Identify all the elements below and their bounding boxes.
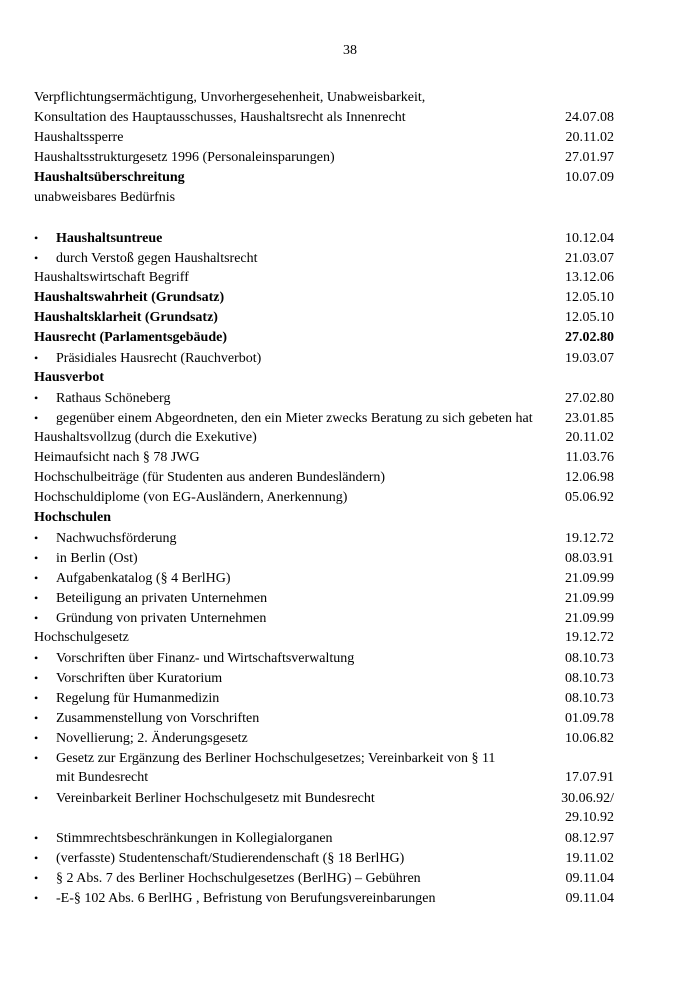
entry-text: Nachwuchsförderung — [56, 531, 177, 546]
bullet-icon — [34, 248, 56, 269]
bullet-icon — [34, 408, 56, 429]
bullet-icon — [34, 848, 56, 869]
bullet-icon — [34, 648, 56, 669]
entry-date: 12.05.10 — [565, 310, 614, 325]
entry-text: durch Verstoß gegen Haushaltsrecht — [56, 251, 258, 266]
index-entry — [34, 128, 614, 148]
entry-text: Präsidiales Hausrecht (Rauchverbot) — [56, 351, 262, 366]
entry-text: in Berlin (Ost) — [56, 551, 138, 566]
index-entry — [34, 828, 614, 848]
entry-date: 21.09.99 — [565, 571, 614, 586]
bullet-icon — [34, 888, 56, 909]
entry-date: 19.03.07 — [565, 351, 614, 366]
entry-date: 10.07.09 — [565, 170, 614, 185]
bullet-icon — [34, 728, 56, 749]
bullet-icon — [34, 828, 56, 849]
bullet-icon — [34, 788, 56, 809]
entry-date: 08.03.91 — [565, 551, 614, 566]
index-entry — [34, 608, 614, 628]
entry-date: 19.12.72 — [565, 531, 614, 546]
index-entry — [34, 188, 614, 208]
index-entry — [34, 588, 614, 608]
index-entry — [34, 448, 614, 468]
entry-text: mit Bundesrecht — [56, 770, 149, 785]
entry-date: 21.09.99 — [565, 611, 614, 626]
entry-date: 23.01.85 — [565, 411, 614, 426]
bullet-icon — [34, 588, 56, 609]
entry-date: 05.06.92 — [565, 490, 614, 505]
index-entry — [34, 468, 614, 488]
index-entry — [34, 108, 614, 128]
entry-text: Regelung für Humanmedizin — [56, 691, 220, 706]
entry-date: 09.11.04 — [565, 891, 614, 906]
entry-date: 19.11.02 — [565, 851, 614, 866]
entry-text: Zusammenstellung von Vorschriften — [56, 711, 260, 726]
entry-date: 29.10.92 — [565, 810, 614, 825]
entry-text: Vorschriften über Finanz- und Wirtschaftsverwaltung — [56, 651, 355, 666]
bullet-icon — [34, 868, 56, 889]
index-entry — [34, 848, 614, 868]
entry-text: Gründung von privaten Unternehmen — [56, 611, 267, 626]
entry-date: 27.02.80 — [565, 391, 614, 406]
index-entry — [34, 568, 614, 588]
index-entry — [34, 888, 614, 908]
index-entry — [34, 528, 614, 548]
index-entry — [34, 788, 614, 808]
entry-date: 08.10.73 — [565, 671, 614, 686]
entry-text: Stimmrechtsbeschränkungen in Kollegialorganen — [56, 831, 333, 846]
bullet-icon — [34, 608, 56, 629]
index-entry — [34, 248, 614, 268]
entry-text: Vorschriften über Kuratorium — [56, 671, 223, 686]
entry-date: 08.10.73 — [565, 651, 614, 666]
entry-text: Verpflichtungsermächtigung, Unvorhergesehenheit, Unabweisbarkeit, — [34, 90, 426, 105]
spacer-row — [34, 208, 614, 228]
entry-text: Hochschuldiplome (von EG-Ausländern, Anerkennung) — [34, 490, 348, 505]
index-entry — [34, 688, 614, 708]
index-entry — [34, 348, 614, 368]
entry-text: Haushaltsvollzug (durch die Exekutive) — [34, 430, 257, 445]
bullet-icon — [34, 528, 56, 549]
index-entry — [34, 728, 614, 748]
entry-text: Novellierung; 2. Änderungsgesetz — [56, 731, 248, 746]
entry-text: unabweisbares Bedürfnis — [34, 190, 176, 205]
entry-text: Haushaltswahrheit (Grundsatz) — [34, 290, 225, 305]
index-entry — [34, 228, 614, 248]
index-entry — [34, 768, 614, 788]
entry-date: 21.03.07 — [565, 251, 614, 266]
entry-date: 20.11.02 — [565, 130, 614, 145]
entry-text: Rathaus Schöneberg — [56, 391, 171, 406]
entry-date: 10.12.04 — [565, 231, 614, 246]
entry-text: Haushaltsstrukturgesetz 1996 (Personaleinsparungen) — [34, 150, 335, 165]
index-entry — [34, 748, 614, 768]
entry-text: (verfasste) Studentenschaft/Studierendenschaft (§ 18 BerlHG) — [56, 851, 405, 866]
index-entry — [34, 508, 614, 528]
entry-text: Haushaltsklarheit (Grundsatz) — [34, 310, 218, 325]
index-entry — [34, 408, 614, 428]
entry-date: 27.01.97 — [565, 150, 614, 165]
bullet-icon — [34, 388, 56, 409]
index-entry — [34, 328, 614, 348]
entry-text: Hochschulen — [34, 510, 112, 525]
entry-text: Hausrecht (Parlamentsgebäude) — [34, 330, 227, 345]
entry-text: gegenüber einem Abgeordneten, den ein Mieter zwecks Beratung zu sich gebeten hat — [56, 411, 533, 426]
index-entry — [34, 708, 614, 728]
bullet-icon — [34, 748, 56, 769]
index-entry — [34, 488, 614, 508]
entry-text: Hochschulgesetz — [34, 630, 129, 645]
bullet-icon — [34, 688, 56, 709]
entry-date: 30.06.92/ — [561, 791, 614, 806]
index-entry — [34, 648, 614, 668]
index-entry — [34, 868, 614, 888]
index-entry — [34, 668, 614, 688]
entry-date: 19.12.72 — [565, 630, 614, 645]
entry-date: 24.07.08 — [565, 110, 614, 125]
index-entry — [34, 168, 614, 188]
bullet-icon — [34, 348, 56, 369]
bullet-icon — [34, 548, 56, 569]
entry-date: 01.09.78 — [565, 711, 614, 726]
entry-date: 13.12.06 — [565, 270, 614, 285]
entry-text: § 2 Abs. 7 des Berliner Hochschulgesetzes (BerlHG) – Gebühren — [56, 871, 421, 886]
bullet-icon — [34, 668, 56, 689]
entry-date: 12.05.10 — [565, 290, 614, 305]
entry-text: Hausverbot — [34, 370, 104, 385]
entry-text: Haushaltswirtschaft Begriff — [34, 270, 189, 285]
entry-text: Aufgabenkatalog (§ 4 BerlHG) — [56, 571, 231, 586]
entry-date: 12.06.98 — [565, 470, 614, 485]
entry-date: 20.11.02 — [565, 430, 614, 445]
index-entry — [34, 268, 614, 288]
index-entry — [34, 148, 614, 168]
page-number: 38 — [343, 43, 357, 58]
index-entry — [34, 308, 614, 328]
entry-text: Haushaltsuntreue — [56, 231, 163, 246]
entry-text: Konsultation des Hauptausschusses, Haushaltsrecht als Innenrecht — [34, 110, 406, 125]
entry-text: Haushaltssperre — [34, 130, 124, 145]
index-entry — [34, 368, 614, 388]
index-entry — [34, 88, 614, 108]
entry-date: 09.11.04 — [565, 871, 614, 886]
entry-text: Hochschulbeiträge (für Studenten aus anderen Bundesländern) — [34, 470, 386, 485]
entry-text: Beteiligung an privaten Unternehmen — [56, 591, 268, 606]
entry-date: 17.07.91 — [565, 770, 614, 785]
index-entry — [34, 428, 614, 448]
entry-text: Vereinbarkeit Berliner Hochschulgesetz mit Bundesrecht — [56, 791, 375, 806]
entry-date: 08.10.73 — [565, 691, 614, 706]
bullet-icon — [34, 228, 56, 249]
entry-text: Haushaltsüberschreitung — [34, 170, 185, 185]
entry-text: Gesetz zur Ergänzung des Berliner Hochschulgesetzes; Vereinbarkeit von § 11 — [56, 751, 496, 766]
entry-date: 08.12.97 — [565, 831, 614, 846]
bullet-icon — [34, 568, 56, 589]
bullet-icon — [34, 708, 56, 729]
index-entry — [34, 388, 614, 408]
entry-date: 21.09.99 — [565, 591, 614, 606]
index-entry — [34, 288, 614, 308]
entry-date: 27.02.80 — [565, 330, 614, 345]
index-entry — [34, 808, 614, 828]
entry-text: Heimaufsicht nach § 78 JWG — [34, 450, 200, 465]
entry-date: 10.06.82 — [565, 731, 614, 746]
index-entries — [34, 88, 614, 908]
index-entry — [34, 548, 614, 568]
index-entry — [34, 628, 614, 648]
entry-date: 11.03.76 — [565, 450, 614, 465]
entry-text: -E-§ 102 Abs. 6 BerlHG , Befristung von Berufungsvereinbarungen — [56, 891, 436, 906]
